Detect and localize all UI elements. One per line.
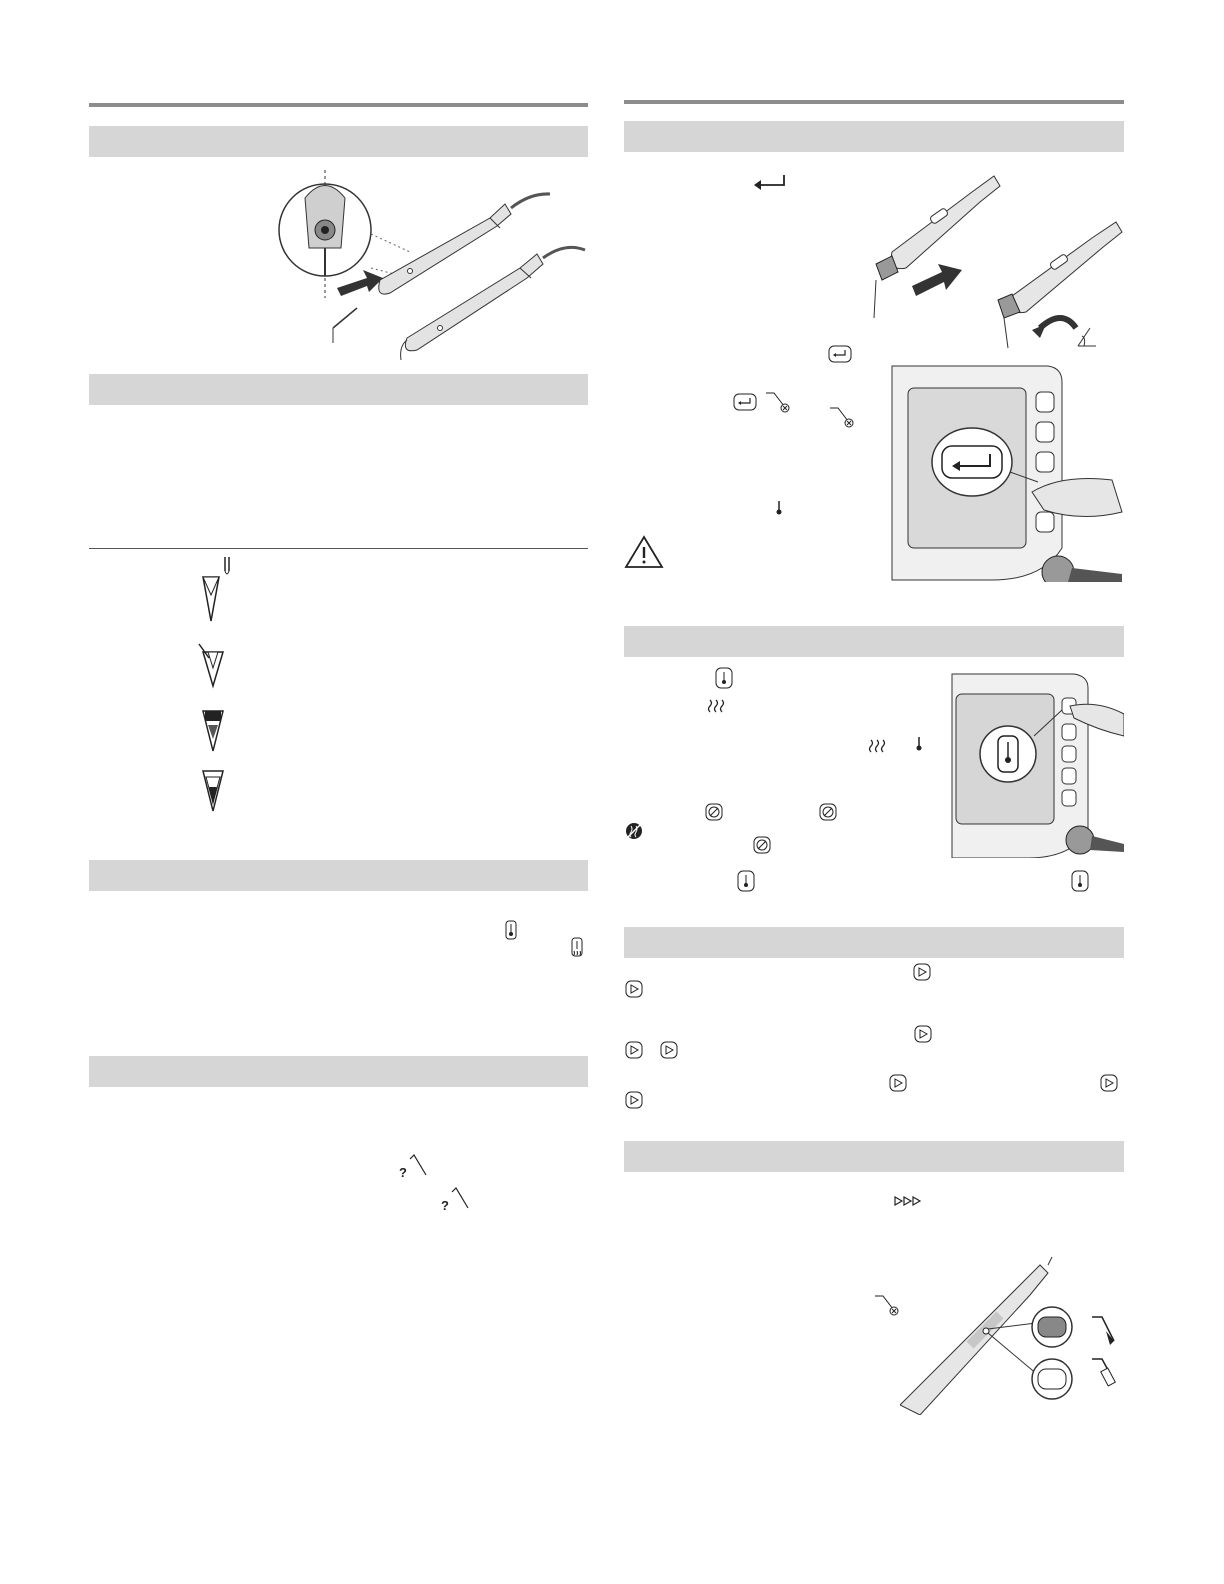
handpiece-insertion-illustration — [275, 168, 595, 368]
device-panel-heat-illustration — [948, 670, 1124, 858]
svg-text:?: ? — [399, 1165, 407, 1180]
thermometer-button-icon — [505, 920, 517, 940]
no-heat-filled-icon — [625, 822, 643, 840]
play-button-icon-8 — [625, 1091, 643, 1109]
file-icon-2 — [828, 405, 856, 429]
enter-button-icon — [828, 345, 852, 363]
left-section-band-2 — [89, 374, 588, 405]
left-section-band-3 — [89, 860, 588, 891]
enter-button-icon-2 — [733, 393, 757, 411]
thermometer-button-icon-4 — [737, 870, 755, 892]
heat-waves-icon-2 — [868, 738, 886, 754]
play-button-icon — [913, 963, 931, 981]
fast-forward-icon — [893, 1195, 923, 1207]
left-top-rule — [89, 103, 588, 107]
device-panel-enter-illustration — [872, 362, 1128, 582]
unknown-file-icon-2 — [440, 1186, 470, 1214]
thermometer-icon — [775, 500, 783, 516]
thermometer-button-icon-3 — [715, 667, 733, 689]
right-section-band-1 — [624, 121, 1124, 152]
play-button-icon-6 — [889, 1074, 907, 1092]
right-section-band-2 — [624, 626, 1124, 657]
file-holder-illustration — [862, 168, 1128, 353]
file-tip-type-2-icon — [195, 640, 245, 690]
play-button-icon-2 — [625, 980, 643, 998]
no-heat-icon-2 — [819, 803, 837, 821]
left-section-band-1 — [89, 126, 588, 157]
file-tip-type-3-icon — [195, 705, 245, 755]
right-section-band-3 — [624, 927, 1124, 958]
svg-text:?: ? — [441, 1198, 449, 1213]
enter-arrow-icon — [752, 173, 788, 193]
no-heat-icon-3 — [753, 836, 771, 854]
file-icon — [764, 390, 792, 414]
right-section-band-4 — [624, 1141, 1124, 1172]
no-heat-icon — [705, 803, 723, 821]
play-button-icon-5 — [660, 1041, 678, 1059]
play-button-icon-7 — [1100, 1074, 1118, 1092]
right-top-rule — [624, 100, 1124, 104]
handpiece-led-illustration — [900, 1255, 1120, 1415]
play-button-icon-3 — [914, 1025, 932, 1043]
file-icon-3 — [873, 1293, 901, 1317]
unknown-file-icon — [398, 1153, 428, 1181]
table-rule — [89, 548, 588, 549]
thermometer-button-icon-5 — [1071, 870, 1089, 892]
heat-waves-icon — [707, 698, 725, 714]
play-button-icon-4 — [625, 1041, 643, 1059]
left-section-band-4 — [89, 1056, 588, 1087]
warning-triangle-icon — [624, 535, 664, 569]
file-tip-type-4-icon — [195, 765, 245, 815]
thermometer-icon-2 — [915, 736, 923, 752]
file-tip-type-1-icon — [195, 555, 245, 625]
thermometer-heat-button-icon — [571, 937, 583, 957]
